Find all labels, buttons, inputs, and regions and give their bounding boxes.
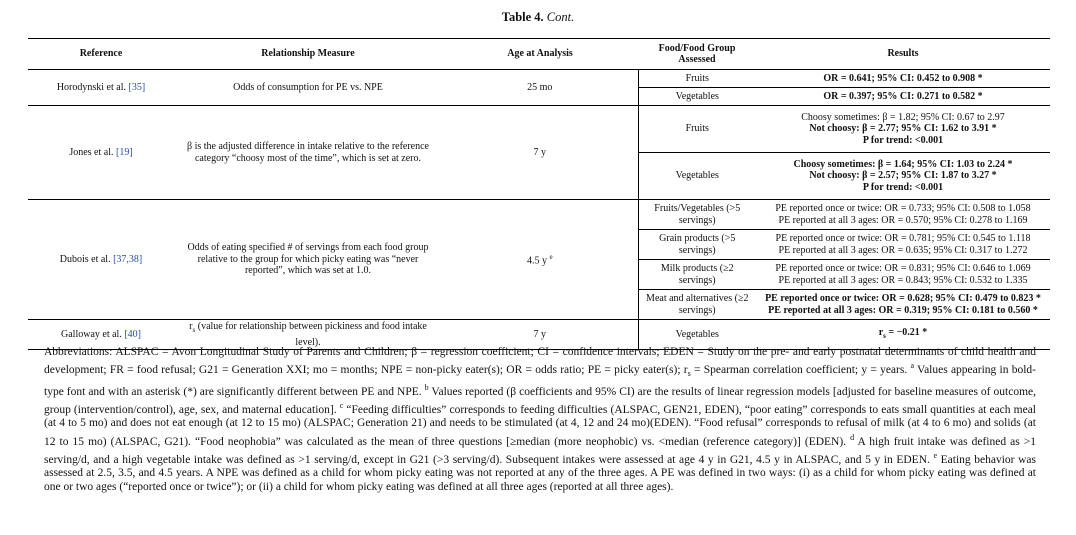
food-cell: Vegetables bbox=[638, 153, 756, 200]
food-cell: Grain products (>5 servings) bbox=[638, 230, 756, 260]
result-value: = −0.21 * bbox=[885, 326, 928, 338]
measure-symbol: r bbox=[189, 321, 193, 332]
result-subscript: s bbox=[883, 331, 886, 340]
measure-cell: Odds of eating specified # of servings from each food group relative to the group for which picky eating was “never reported”, which was set at 1.0. bbox=[187, 242, 429, 277]
result-line: PE reported at all 3 ages: OR = 0.843; 95% CI: 0.532 to 1.335 bbox=[778, 274, 1028, 286]
measure-cell: Odds of consumption for PE vs. NPE bbox=[233, 81, 383, 93]
table-footnotes bbox=[44, 346, 1036, 494]
header-reference: Reference bbox=[28, 39, 174, 70]
header-results: Results bbox=[756, 39, 1050, 70]
footnote-marker: d bbox=[850, 432, 855, 442]
header-row bbox=[28, 39, 1050, 70]
results-table bbox=[28, 38, 1050, 350]
result-line: PE reported once or twice: OR = 0.831; 95% CI: 0.646 to 1.069 bbox=[775, 263, 1031, 274]
result-cell bbox=[756, 290, 1050, 320]
ref-citation-link[interactable]: [19] bbox=[115, 146, 133, 158]
footnote-subscript: s bbox=[687, 369, 691, 379]
measure-cell: β is the adjusted difference in intake relative to the reference category “choosy most of the time”, which is set at zero. bbox=[186, 141, 429, 164]
age-value: 4.5 y bbox=[526, 255, 550, 267]
caption-cont: Cont. bbox=[546, 10, 575, 24]
table-row bbox=[28, 200, 1050, 230]
result-cell bbox=[756, 320, 1050, 350]
result-line: PE reported at all 3 ages: OR = 0.635; 95% CI: 0.317 to 1.272 bbox=[778, 244, 1028, 256]
ref-name: Dubois et al. bbox=[59, 253, 114, 265]
footnote-text: Values reported (β coefficients and 95% CI) are the results of linear regression models [adjusted for baseline measures of outcome, group (intervention/control), age, sex, and maternal education]. bbox=[44, 385, 1036, 416]
ref-name: Jones et al. bbox=[69, 146, 116, 158]
age-cell bbox=[442, 200, 638, 320]
table-row bbox=[28, 106, 1050, 153]
result-cell bbox=[756, 106, 1050, 153]
result-line: P for trend: <0.001 bbox=[862, 181, 944, 193]
result-line: PE reported once or twice: OR = 0.781; 95% CI: 0.545 to 1.118 bbox=[775, 233, 1031, 244]
footnote-marker: e bbox=[549, 253, 553, 262]
food-cell: Milk products (≥2 servings) bbox=[638, 260, 756, 290]
measure-text: (value for relationship between pickiness and food intake level). bbox=[195, 321, 427, 348]
ref-citation-link[interactable]: [37,38] bbox=[113, 253, 143, 265]
table-row bbox=[28, 320, 1050, 350]
result-cell bbox=[756, 260, 1050, 290]
food-cell: Meat and alternatives (≥2 servings) bbox=[638, 290, 756, 320]
header-food: Food/Food Group Assessed bbox=[638, 39, 756, 70]
footnote-text: Values appearing in bold-type font and with an asterisk (*) are significantly different between PE and NPE. bbox=[44, 364, 1036, 398]
measure-cell bbox=[174, 320, 442, 350]
ref-name: Galloway et al. bbox=[61, 328, 125, 340]
ref-citation-link[interactable]: [40] bbox=[124, 328, 141, 340]
result-cell: OR = 0.397; 95% CI: 0.271 to 0.582 * bbox=[756, 88, 1050, 106]
result-line: Not choosy: β = 2.77; 95% CI: 1.62 to 3.91 * bbox=[809, 123, 997, 135]
result-line: Not choosy: β = 2.57; 95% CI: 1.87 to 3.27 * bbox=[809, 170, 997, 182]
footnote-text: Eating behavior was assessed at 2.5, 3.5, and 4.5 years. A NPE was defined as a child for whom picky eating was not reported at any of the three ages. A PE was defined in two ways: (i) as a child for whom picky eating was defined at one or two ages (“reported once or twice”); or (ii) a child for whom picky eating was defined at all three ages (reported at all three ages). bbox=[44, 453, 1036, 493]
ref-name: Horodynski et al. bbox=[56, 81, 129, 93]
footnote-paragraph bbox=[44, 346, 1036, 494]
footnote-text: Abbreviations: ALSPAC = Avon Longitudinal Study of Parents and Children; β = regression coefficient; CI = confidence intervals; EDEN = Study on the pre- and early postnatal determinants of child health and development; FR = food refusal; G21 = Generation XXI; mo = months; NPE = non-picky eater(s); OR = odds ratio; PE = picky eater(s); r bbox=[44, 346, 1036, 377]
result-cell bbox=[756, 230, 1050, 260]
footnote-text: “Feeding difficulties” corresponds to feeding difficulties (ALSPAC, GEN21, EDEN), “poor eating” corresponds to eats small quantities at each meal (at 4 to 5 mo) and does not eat enough (at 12 to 15 mo) (ALSPAC; Generation 21) and needs to be stimulated (at 4, 12 and 24 mo)(EDEN). “Food refusal” corresponds to refusal of milk (at 4 to 6 mo) and solids (at 12 to 15 mo) (ALSPAC, G21). “Food neophobia” was calculated as the mean of three questions [≥median (more neophobic) vs. <median (reference category)] (EDEN). bbox=[44, 404, 1036, 448]
result-line: Choosy sometimes: β = 1.64; 95% CI: 1.03 to 2.24 * bbox=[793, 158, 1013, 170]
result-cell bbox=[756, 153, 1050, 200]
food-cell: Vegetables bbox=[638, 320, 756, 350]
reference-cell bbox=[28, 70, 174, 106]
result-line: PE reported once or twice: OR = 0.733; 95% CI: 0.508 to 1.058 bbox=[775, 203, 1031, 214]
age-cell: 7 y bbox=[533, 328, 546, 340]
result-cell: OR = 0.641; 95% CI: 0.452 to 0.908 * bbox=[823, 72, 983, 84]
result-line: PE reported once or twice: OR = 0.628; 95% CI: 0.479 to 0.823 * bbox=[765, 293, 1041, 304]
reference-cell bbox=[28, 320, 174, 350]
food-cell: Vegetables bbox=[638, 88, 756, 106]
reference-cell bbox=[28, 106, 174, 200]
footnote-marker: e bbox=[933, 451, 938, 461]
header-relationship: Relationship Measure bbox=[174, 39, 442, 70]
header-age: Age at Analysis bbox=[442, 39, 638, 70]
footnote-text: = Spearman correlation coefficient; y = years. bbox=[690, 364, 911, 377]
result-cell bbox=[756, 200, 1050, 230]
footnote-marker: b bbox=[424, 382, 429, 392]
footnote-text: A high fruit intake was defined as >1 serving/d, and a high vegetable intake was defined as >1 serving/d, except in G21 (>3 serving/d). Subsequent intakes were assessed at age 4 y in G21, 4.5 y in ALSPAC, and 5 y in EDEN. bbox=[44, 435, 1036, 466]
food-cell: Fruits/Vegetables (>5 servings) bbox=[638, 200, 756, 230]
caption-label: Table 4. bbox=[501, 10, 544, 24]
ref-citation-link[interactable]: [35] bbox=[128, 81, 146, 93]
measure-subscript: s bbox=[192, 326, 196, 334]
table-caption bbox=[0, 10, 1076, 25]
age-cell: 25 mo bbox=[527, 81, 553, 93]
result-line: Choosy sometimes: β = 1.82; 95% CI: 0.67 to 2.97 bbox=[801, 111, 1005, 123]
result-line: PE reported at all 3 ages: OR = 0.570; 95% CI: 0.278 to 1.169 bbox=[778, 214, 1028, 226]
table-row bbox=[28, 70, 1050, 88]
result-line: PE reported at all 3 ages: OR = 0.319; 95% CI: 0.181 to 0.560 * bbox=[768, 304, 1038, 316]
result-symbol: r bbox=[878, 326, 884, 338]
footnote-marker: c bbox=[339, 401, 344, 411]
age-cell: 7 y bbox=[533, 146, 546, 158]
food-cell: Fruits bbox=[638, 106, 756, 153]
result-line: P for trend: <0.001 bbox=[862, 134, 944, 146]
food-cell: Fruits bbox=[638, 70, 756, 88]
footnote-marker: a bbox=[910, 361, 915, 371]
reference-cell bbox=[28, 200, 174, 320]
